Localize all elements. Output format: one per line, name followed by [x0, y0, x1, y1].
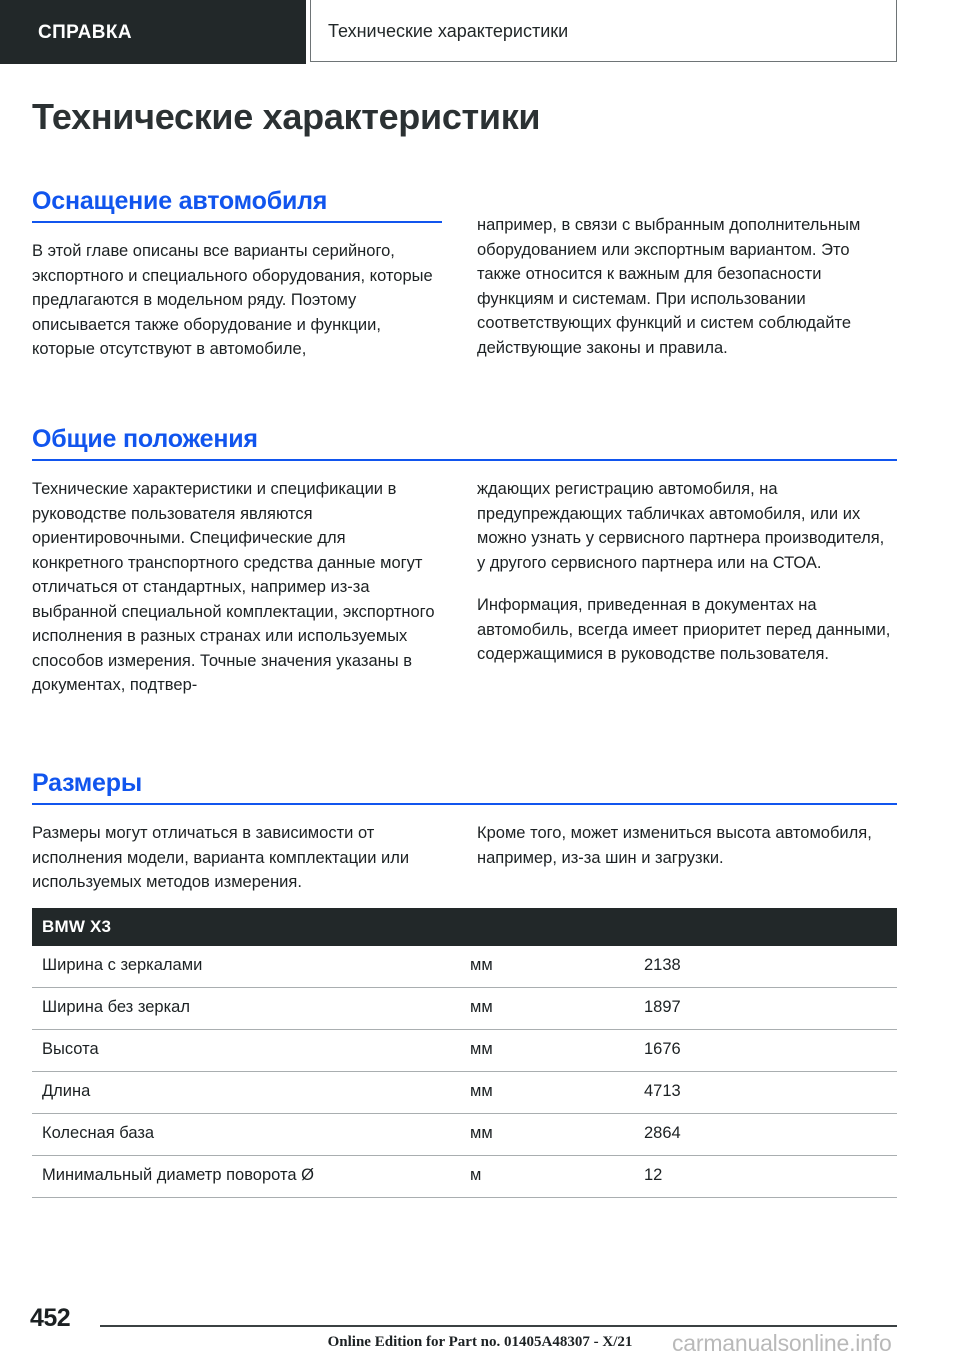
column-left-equipment: [32, 239, 436, 362]
table-cell-value: 2864: [644, 1124, 681, 1142]
column-left-dimensions: [32, 821, 436, 895]
table-cell-name: Ширина без зеркал: [42, 998, 190, 1016]
column-right-dimensions: [477, 821, 897, 870]
paragraph: Кроме того, может измениться высота автомобиля, например, из-за шин и загрузки.: [477, 824, 872, 867]
table-row: [32, 1030, 897, 1072]
section-columns-dimensions: [32, 821, 897, 911]
paragraph: Технические характеристики и спецификации в руководстве пользователя являются ориентировочными. Специфические для конкретного транспортного средства данные могут отличаться от стандартных, например из-за выбранной специальной комплектации, экспортного исполнения в разных странах или используемых способов измерения. Точные значения указаны в документах, подтвер-: [32, 480, 435, 694]
table-header-row: [32, 908, 897, 946]
table-cell-name: Длина: [42, 1082, 91, 1100]
page-footer: [0, 1300, 960, 1362]
section-columns-equipment: [32, 216, 897, 429]
table-cell-value: 1897: [644, 998, 681, 1016]
table-row: [32, 1072, 897, 1114]
section-rule-equipment: [32, 221, 442, 223]
section-heading-dimensions: Размеры: [32, 769, 142, 797]
table-cell-value: 12: [644, 1166, 663, 1184]
table-cell-unit: мм: [470, 1082, 493, 1100]
paragraph: например, в связи с выбранным дополнительным оборудованием или экспортным вариантом. Это также относится к важным для безопасности функциям и системам. При использовании соответствующих функций и систем соблюдайте действующие законы и правила.: [477, 216, 861, 357]
table-cell-value: 1676: [644, 1040, 681, 1058]
footer-edition-text: Online Edition for Part no. 01405A48307 - X/21: [327, 1334, 633, 1350]
breadcrumb-chapter-label: СПРАВКА: [38, 22, 132, 43]
table-cell-unit: мм: [470, 956, 493, 974]
breadcrumb-chapter-tab[interactable]: [0, 0, 306, 64]
page-title: Технические характеристики: [32, 96, 541, 137]
section-rule-dimensions: [32, 803, 897, 805]
table-cell-value: 4713: [644, 1082, 681, 1100]
page-number: 452: [30, 1304, 71, 1332]
table-cell-name: Колесная база: [42, 1124, 155, 1142]
column-left-general: [32, 477, 436, 698]
column-right-general: [477, 477, 897, 667]
dimensions-table: [32, 908, 897, 1198]
footer-divider: [100, 1325, 897, 1327]
breadcrumb-section-label: Технические характеристики: [328, 21, 569, 41]
table-cell-value: 2138: [644, 956, 681, 974]
table-cell-unit: мм: [470, 1124, 493, 1142]
breadcrumb-section-tab[interactable]: [310, 0, 897, 62]
paragraph: Размеры могут отличаться в зависимости от исполнения модели, варианта комплектации или используемых методов измерения.: [32, 824, 410, 891]
section-general: [32, 424, 897, 747]
section-rule-general: [32, 459, 897, 461]
table-cell-unit: м: [470, 1166, 482, 1184]
table-header-label: BMW X3: [42, 917, 112, 936]
column-right-equipment: [477, 213, 897, 360]
section-dimensions: [32, 768, 897, 911]
table-cell-unit: мм: [470, 1040, 493, 1058]
footer-watermark: carmanualsonline.info: [672, 1330, 892, 1356]
paragraph: Информация, приведенная в документах на автомобиль, всегда имеет приоритет перед данными, содержащимися в руководстве пользователя.: [477, 596, 891, 663]
table-cell-name: Минимальный диаметр поворота Ø: [42, 1166, 314, 1184]
table-row: [32, 1156, 897, 1198]
section-heading-general: Общие положения: [32, 425, 258, 453]
section-equipment: [32, 186, 897, 429]
table-row: [32, 1114, 897, 1156]
paragraph: ждающих регистрацию автомобиля, на предупреждающих табличках автомобиля, или их можно узнать у сервисного партнера производителя, у другого сервисного партнера или на СТОА.: [477, 480, 885, 572]
table-row: [32, 988, 897, 1030]
table-cell-unit: мм: [470, 998, 493, 1016]
table-cell-name: Ширина с зеркалами: [42, 956, 203, 974]
page-header-bar: [0, 0, 960, 64]
table-cell-name: Высота: [42, 1040, 99, 1058]
paragraph: В этой главе описаны все варианты серийного, экспортного и специального оборудования, которые предлагаются в модельном ряду. Поэтому описывается также оборудование и функции, которые отсутствуют в автомобиле,: [32, 242, 433, 358]
section-heading-equipment: Оснащение автомобиля: [32, 187, 328, 215]
section-columns-general: [32, 477, 897, 747]
table-row: [32, 946, 897, 988]
